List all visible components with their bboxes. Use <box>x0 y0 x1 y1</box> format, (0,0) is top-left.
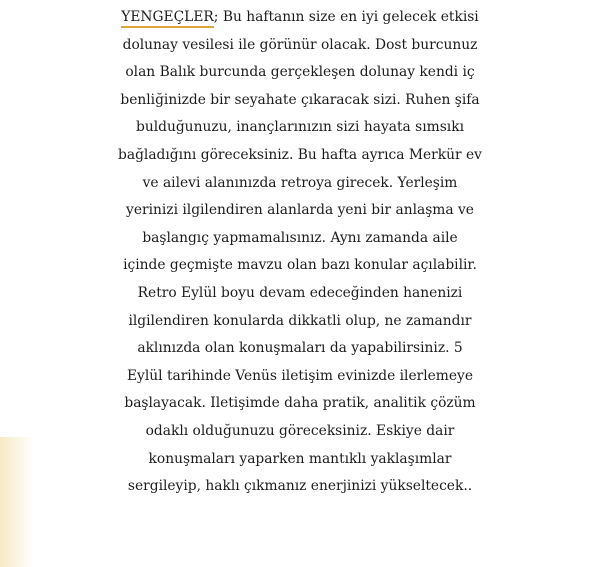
text-line: Retro Eylül boyu devam edeceğinden hanenizi <box>137 284 463 301</box>
text-line: benliğinizde bir seyahate çıkaracak sizi. Ruhen şifa <box>120 91 480 108</box>
text-line: sergileyip, haklı çıkmanız enerjinizi yükseltecek.. <box>127 478 473 495</box>
text-line: konuşmaları yaparken mantıklı yaklaşımlar <box>148 450 452 467</box>
text-line: bulduğunuzu, inançlarınızın sizi hayata sımsıkı <box>136 119 464 136</box>
text-line: yerinizi ilgilendiren alanlarda yeni bir anlaşma ve <box>126 202 474 219</box>
first-line-rest: ; Bu haftanın size en iyi gelecek etkisi <box>213 9 479 25</box>
horoscope-text <box>0 4 600 501</box>
text-line: odaklı olduğunuzu göreceksiniz. Eskiye dair <box>145 422 455 439</box>
sign-heading: YENGEÇLER <box>121 9 214 25</box>
text-line: bağladığını göreceksiniz. Bu hafta ayrıca Merkür ev <box>118 146 482 163</box>
text-line-1 <box>0 4 600 32</box>
text-line: dolunay vesilesi ile görünür olacak. Dost burcunuz <box>122 36 478 53</box>
text-line: olan Balık burcunda gerçekleşen dolunay kendi iç <box>125 64 475 81</box>
text-line: başlayacak. Iletişimde daha pratik, analitik çözüm <box>124 395 476 412</box>
text-line: içinde geçmişte mavzu olan bazı konular açılabilir. <box>123 257 477 274</box>
text-line: Eylül tarihinde Venüs iletişim evinizde ilerlemeye <box>126 367 473 384</box>
text-line: başlangıç yapmamalısınız. Aynı zamanda aile <box>142 229 458 246</box>
text-line: ve ailevi alanınızda retroya girecek. Yerleşim <box>142 174 458 191</box>
text-line: ilgilendiren konularda dikkatli olup, ne zamandır <box>128 312 472 329</box>
text-line: aklınızda olan konuşmaları da yapabilirsiniz. 5 <box>137 340 463 357</box>
